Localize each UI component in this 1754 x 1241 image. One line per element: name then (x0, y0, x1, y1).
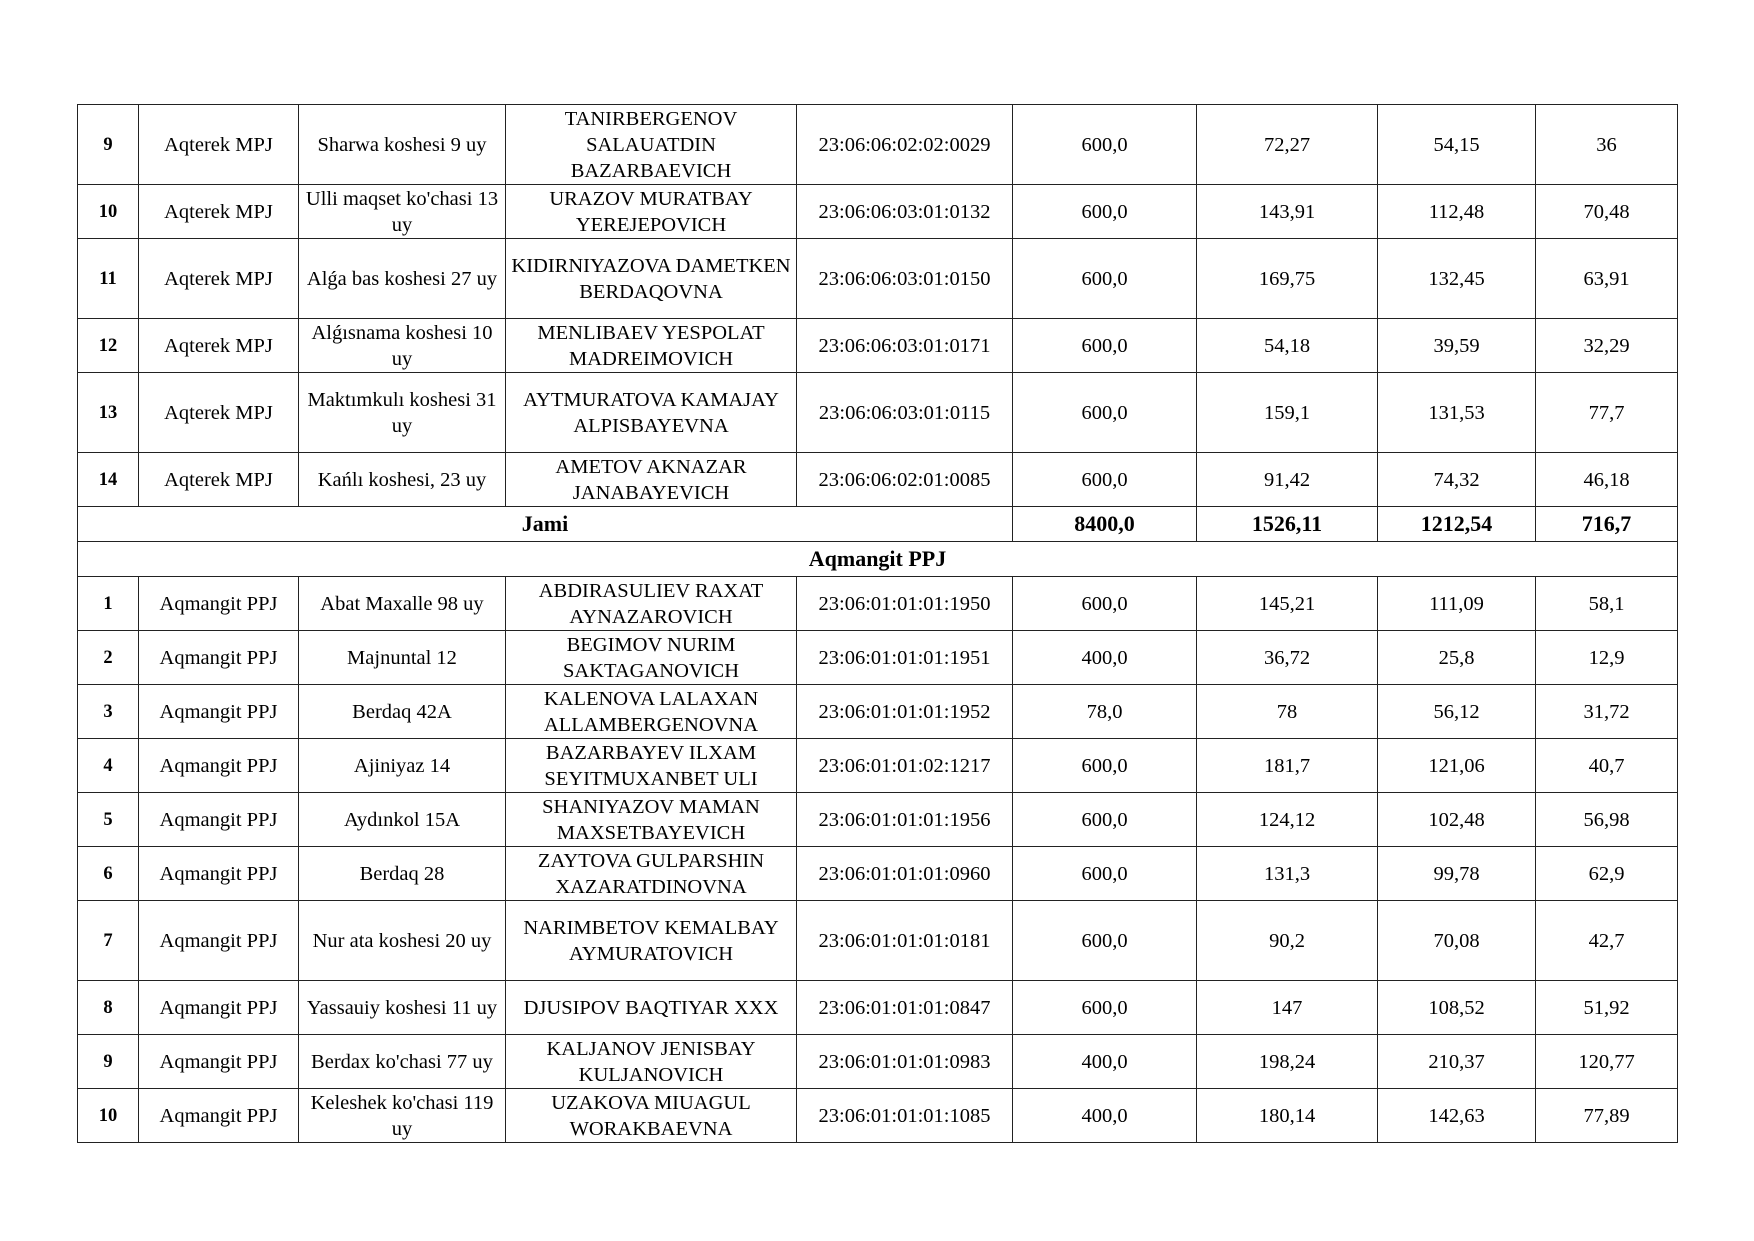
land-area-cell: 600,0 (1013, 319, 1197, 373)
district-cell: Aqmangit PPJ (139, 1035, 299, 1089)
living-area-cell: 70,08 (1378, 901, 1536, 981)
cadastre-number-cell: 23:06:01:01:01:1085 (797, 1089, 1013, 1143)
land-area-cell: 400,0 (1013, 631, 1197, 685)
row-number: 9 (78, 105, 139, 185)
living-area-cell: 132,45 (1378, 239, 1536, 319)
section-header-row (78, 542, 1678, 577)
useful-area-cell: 51,92 (1536, 981, 1678, 1035)
total-area-cell: 36,72 (1197, 631, 1378, 685)
living-area-cell: 56,12 (1378, 685, 1536, 739)
address-cell: Sharwa koshesi 9 uy (299, 105, 506, 185)
row-number: 8 (78, 981, 139, 1035)
table-row (78, 631, 1678, 685)
row-number: 13 (78, 373, 139, 453)
total-area-cell: 169,75 (1197, 239, 1378, 319)
land-area-cell: 600,0 (1013, 373, 1197, 453)
cadastre-number-cell: 23:06:06:03:01:0115 (797, 373, 1013, 453)
table-row (78, 577, 1678, 631)
district-cell: Aqmangit PPJ (139, 901, 299, 981)
table-row (78, 1089, 1678, 1143)
useful-area-cell: 46,18 (1536, 453, 1678, 507)
owner-cell: AYTMURATOVA KAMAJAY ALPISBAYEVNA (506, 373, 797, 453)
table-row (78, 685, 1678, 739)
table-row (78, 453, 1678, 507)
land-area-cell: 400,0 (1013, 1035, 1197, 1089)
owner-cell: MENLIBAEV YESPOLAT MADREIMOVICH (506, 319, 797, 373)
table-row (78, 847, 1678, 901)
district-cell: Aqmangit PPJ (139, 577, 299, 631)
row-number: 14 (78, 453, 139, 507)
total-living-area: 1212,54 (1378, 507, 1536, 542)
living-area-cell: 112,48 (1378, 185, 1536, 239)
owner-cell: ABDIRASULIEV RAXAT AYNAZAROVICH (506, 577, 797, 631)
table-row (78, 739, 1678, 793)
total-row (78, 507, 1678, 542)
row-number: 7 (78, 901, 139, 981)
cadastre-number-cell: 23:06:01:01:01:0181 (797, 901, 1013, 981)
cadastre-number-cell: 23:06:06:03:01:0150 (797, 239, 1013, 319)
total-area-cell: 181,7 (1197, 739, 1378, 793)
row-number: 10 (78, 185, 139, 239)
total-area-cell: 180,14 (1197, 1089, 1378, 1143)
row-number: 11 (78, 239, 139, 319)
district-cell: Aqterek MPJ (139, 373, 299, 453)
useful-area-cell: 36 (1536, 105, 1678, 185)
owner-cell: KALENOVA LALAXAN ALLAMBERGENOVNA (506, 685, 797, 739)
living-area-cell: 121,06 (1378, 739, 1536, 793)
useful-area-cell: 32,29 (1536, 319, 1678, 373)
total-useful-area: 716,7 (1536, 507, 1678, 542)
land-area-cell: 600,0 (1013, 901, 1197, 981)
cadastre-number-cell: 23:06:01:01:01:0983 (797, 1035, 1013, 1089)
total-area-cell: 54,18 (1197, 319, 1378, 373)
owner-cell: UZAKOVA MIUAGUL WORAKBAEVNA (506, 1089, 797, 1143)
land-area-cell: 600,0 (1013, 239, 1197, 319)
land-area-cell: 600,0 (1013, 981, 1197, 1035)
table-row (78, 901, 1678, 981)
useful-area-cell: 120,77 (1536, 1035, 1678, 1089)
address-cell: Alǵısnama koshesi 10 uy (299, 319, 506, 373)
owner-cell: BEGIMOV NURIM SAKTAGANOVICH (506, 631, 797, 685)
table-row (78, 239, 1678, 319)
address-cell: Berdaq 42A (299, 685, 506, 739)
owner-cell: ZAYTOVA GULPARSHIN XAZARATDINOVNA (506, 847, 797, 901)
row-number: 3 (78, 685, 139, 739)
total-label: Jami (78, 507, 1013, 542)
living-area-cell: 25,8 (1378, 631, 1536, 685)
cadastre-number-cell: 23:06:01:01:02:1217 (797, 739, 1013, 793)
total-land-area: 8400,0 (1013, 507, 1197, 542)
land-area-cell: 600,0 (1013, 739, 1197, 793)
total-area-cell: 90,2 (1197, 901, 1378, 981)
address-cell: Berdax ko'chasi 77 uy (299, 1035, 506, 1089)
section-title: Aqmangit PPJ (78, 542, 1678, 577)
total-area-cell: 91,42 (1197, 453, 1378, 507)
useful-area-cell: 58,1 (1536, 577, 1678, 631)
cadastre-number-cell: 23:06:06:03:01:0171 (797, 319, 1013, 373)
district-cell: Aqterek MPJ (139, 185, 299, 239)
cadastre-number-cell: 23:06:01:01:01:0960 (797, 847, 1013, 901)
land-area-cell: 600,0 (1013, 793, 1197, 847)
cadastre-number-cell: 23:06:01:01:01:1951 (797, 631, 1013, 685)
cadastre-number-cell: 23:06:06:02:01:0085 (797, 453, 1013, 507)
living-area-cell: 54,15 (1378, 105, 1536, 185)
address-cell: Kańlı koshesi, 23 uy (299, 453, 506, 507)
district-cell: Aqmangit PPJ (139, 1089, 299, 1143)
total-area-cell: 198,24 (1197, 1035, 1378, 1089)
cadastre-number-cell: 23:06:01:01:01:0847 (797, 981, 1013, 1035)
living-area-cell: 142,63 (1378, 1089, 1536, 1143)
useful-area-cell: 77,89 (1536, 1089, 1678, 1143)
address-cell: Ajiniyaz 14 (299, 739, 506, 793)
useful-area-cell: 42,7 (1536, 901, 1678, 981)
living-area-cell: 74,32 (1378, 453, 1536, 507)
useful-area-cell: 63,91 (1536, 239, 1678, 319)
row-number: 10 (78, 1089, 139, 1143)
district-cell: Aqmangit PPJ (139, 793, 299, 847)
land-area-cell: 600,0 (1013, 847, 1197, 901)
table-row (78, 373, 1678, 453)
property-table (77, 104, 1678, 1143)
land-area-cell: 600,0 (1013, 185, 1197, 239)
address-cell: Ulli maqset ko'chasi 13 uy (299, 185, 506, 239)
owner-cell: DJUSIPOV BAQTIYAR XXX (506, 981, 797, 1035)
owner-cell: KALJANOV JENISBAY KULJANOVICH (506, 1035, 797, 1089)
district-cell: Aqterek MPJ (139, 319, 299, 373)
owner-cell: AMETOV AKNAZAR JANABAYEVICH (506, 453, 797, 507)
useful-area-cell: 56,98 (1536, 793, 1678, 847)
table-row (78, 1035, 1678, 1089)
owner-cell: TANIRBERGENOV SALAUATDIN BAZARBAEVICH (506, 105, 797, 185)
cadastre-number-cell: 23:06:01:01:01:1950 (797, 577, 1013, 631)
address-cell: Maktımkulı koshesi 31 uy (299, 373, 506, 453)
total-area-cell: 145,21 (1197, 577, 1378, 631)
table-body (78, 105, 1678, 1143)
living-area-cell: 131,53 (1378, 373, 1536, 453)
total-area-cell: 72,27 (1197, 105, 1378, 185)
district-cell: Aqmangit PPJ (139, 631, 299, 685)
useful-area-cell: 70,48 (1536, 185, 1678, 239)
total-area-cell: 147 (1197, 981, 1378, 1035)
table-row (78, 793, 1678, 847)
owner-cell: SHANIYAZOV MAMAN MAXSETBAYEVICH (506, 793, 797, 847)
address-cell: Alǵa bas koshesi 27 uy (299, 239, 506, 319)
row-number: 1 (78, 577, 139, 631)
living-area-cell: 210,37 (1378, 1035, 1536, 1089)
table-row (78, 981, 1678, 1035)
address-cell: Yassauiy koshesi 11 uy (299, 981, 506, 1035)
district-cell: Aqmangit PPJ (139, 685, 299, 739)
cadastre-number-cell: 23:06:01:01:01:1956 (797, 793, 1013, 847)
district-cell: Aqterek MPJ (139, 105, 299, 185)
total-area-cell: 143,91 (1197, 185, 1378, 239)
cadastre-number-cell: 23:06:06:02:02:0029 (797, 105, 1013, 185)
living-area-cell: 102,48 (1378, 793, 1536, 847)
total-area-cell: 78 (1197, 685, 1378, 739)
address-cell: Berdaq 28 (299, 847, 506, 901)
living-area-cell: 108,52 (1378, 981, 1536, 1035)
row-number: 6 (78, 847, 139, 901)
useful-area-cell: 77,7 (1536, 373, 1678, 453)
district-cell: Aqterek MPJ (139, 453, 299, 507)
table-row (78, 319, 1678, 373)
owner-cell: NARIMBETOV KEMALBAY AYMURATOVICH (506, 901, 797, 981)
district-cell: Aqmangit PPJ (139, 739, 299, 793)
land-area-cell: 600,0 (1013, 105, 1197, 185)
useful-area-cell: 62,9 (1536, 847, 1678, 901)
land-area-cell: 400,0 (1013, 1089, 1197, 1143)
address-cell: Nur ata koshesi 20 uy (299, 901, 506, 981)
land-area-cell: 78,0 (1013, 685, 1197, 739)
address-cell: Majnuntal 12 (299, 631, 506, 685)
living-area-cell: 99,78 (1378, 847, 1536, 901)
useful-area-cell: 12,9 (1536, 631, 1678, 685)
land-area-cell: 600,0 (1013, 453, 1197, 507)
address-cell: Aydınkol 15A (299, 793, 506, 847)
cadastre-number-cell: 23:06:01:01:01:1952 (797, 685, 1013, 739)
row-number: 4 (78, 739, 139, 793)
owner-cell: BAZARBAYEV ILXAM SEYITMUXANBET ULI (506, 739, 797, 793)
useful-area-cell: 40,7 (1536, 739, 1678, 793)
total-area-cell: 159,1 (1197, 373, 1378, 453)
cadastre-number-cell: 23:06:06:03:01:0132 (797, 185, 1013, 239)
total-total-area: 1526,11 (1197, 507, 1378, 542)
owner-cell: URAZOV MURATBAY YEREJEPOVICH (506, 185, 797, 239)
living-area-cell: 111,09 (1378, 577, 1536, 631)
row-number: 5 (78, 793, 139, 847)
total-area-cell: 131,3 (1197, 847, 1378, 901)
district-cell: Aqterek MPJ (139, 239, 299, 319)
district-cell: Aqmangit PPJ (139, 847, 299, 901)
row-number: 9 (78, 1035, 139, 1089)
useful-area-cell: 31,72 (1536, 685, 1678, 739)
district-cell: Aqmangit PPJ (139, 981, 299, 1035)
owner-cell: KIDIRNIYAZOVA DAMETKEN BERDAQOVNA (506, 239, 797, 319)
table-row (78, 105, 1678, 185)
land-area-cell: 600,0 (1013, 577, 1197, 631)
row-number: 2 (78, 631, 139, 685)
total-area-cell: 124,12 (1197, 793, 1378, 847)
table-row (78, 185, 1678, 239)
address-cell: Keleshek ko'chasi 119 uy (299, 1089, 506, 1143)
living-area-cell: 39,59 (1378, 319, 1536, 373)
row-number: 12 (78, 319, 139, 373)
address-cell: Abat Maxalle 98 uy (299, 577, 506, 631)
